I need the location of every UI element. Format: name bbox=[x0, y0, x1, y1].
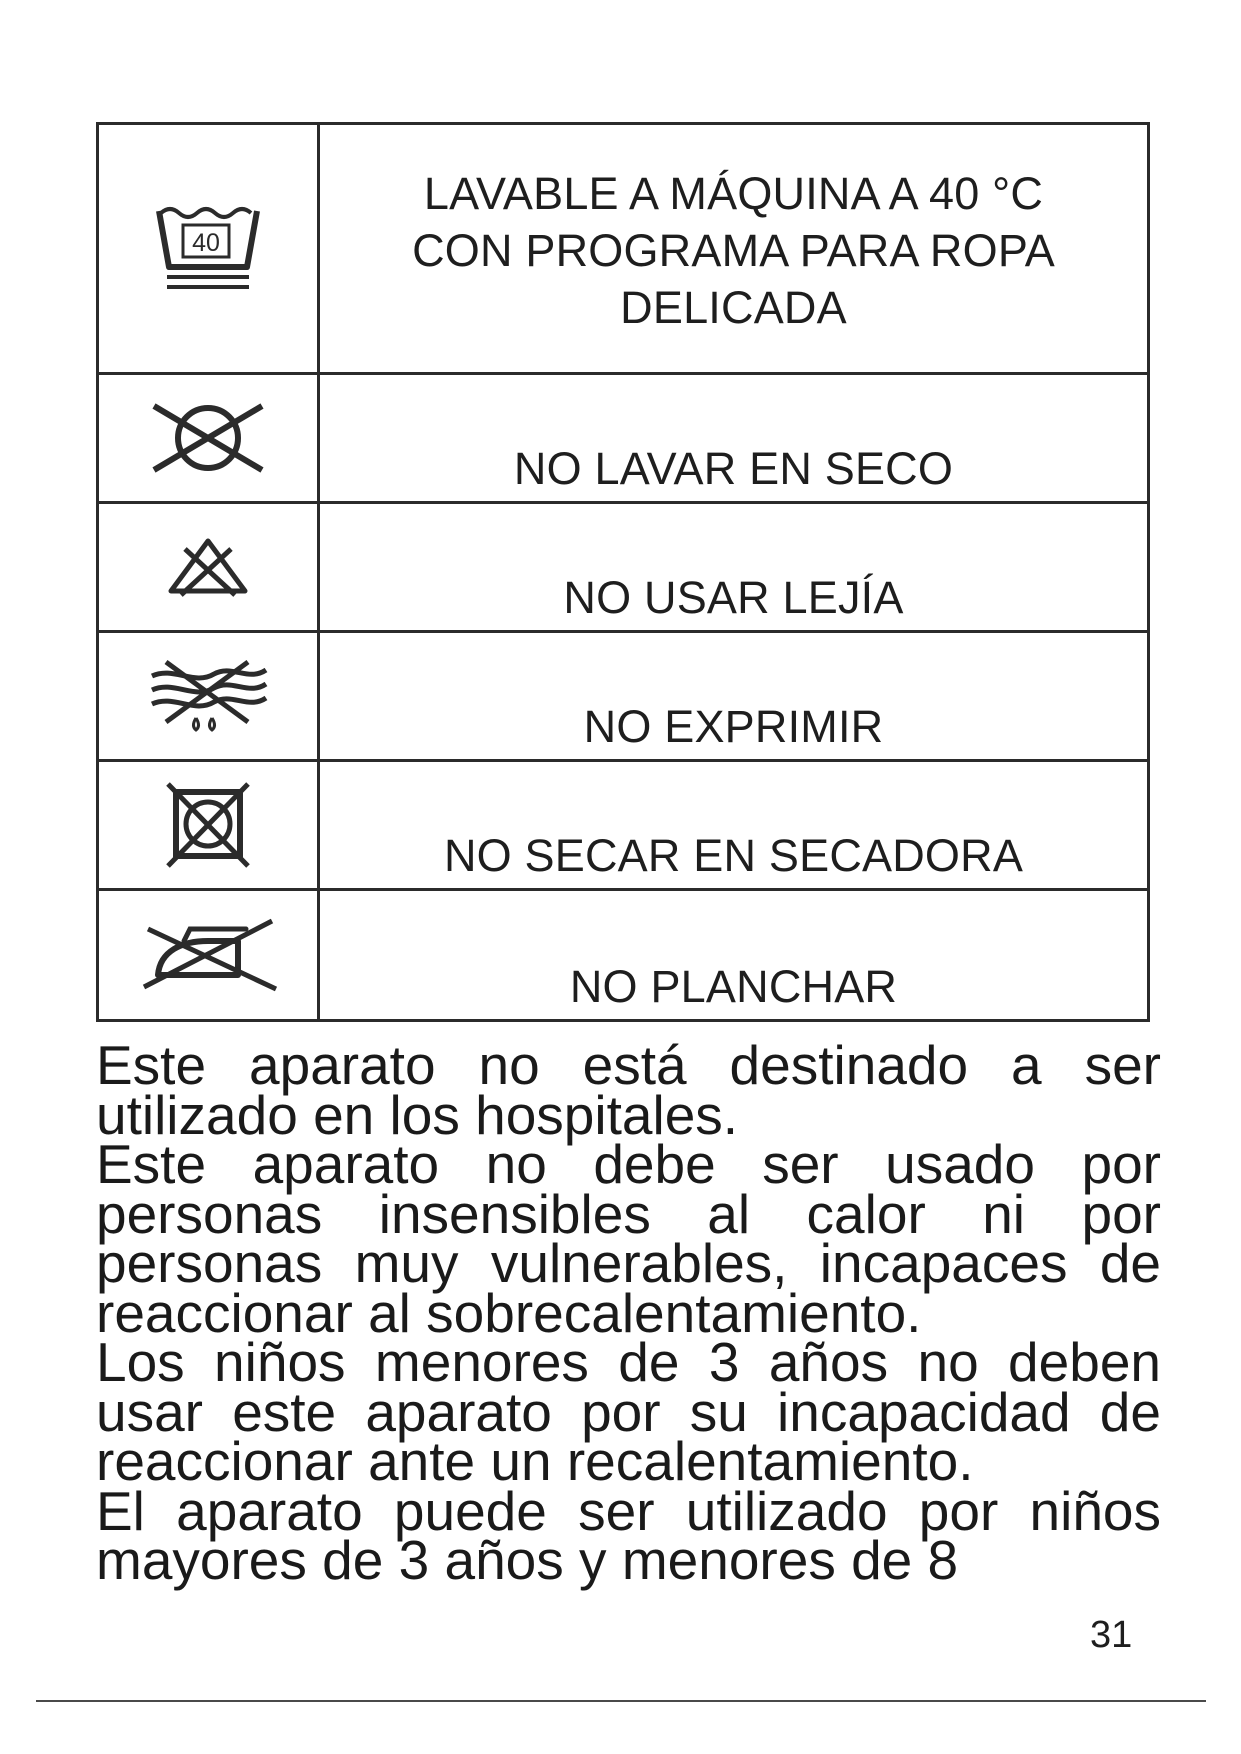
page-number: 31 bbox=[1090, 1614, 1133, 1656]
no-iron-icon bbox=[136, 915, 280, 995]
care-text-cell bbox=[319, 124, 1149, 374]
care-text-cell bbox=[319, 503, 1149, 632]
footer-divider bbox=[36, 1700, 1206, 1702]
care-instruction-line: NO SECAR EN SECADORA bbox=[443, 830, 1024, 881]
care-text-cell bbox=[319, 374, 1149, 503]
care-icon-cell bbox=[98, 374, 319, 503]
no-bleach-icon bbox=[163, 535, 253, 599]
care-icon-cell bbox=[98, 124, 319, 374]
care-row-dry-clean bbox=[98, 374, 1149, 503]
warning-paragraph: Los niños menores de 3 años no deben usar este aparato por su incapacidad de reaccionar ante un recalentamiento. bbox=[96, 1331, 1161, 1492]
care-icon-cell bbox=[98, 632, 319, 761]
care-row-wring bbox=[98, 632, 1149, 761]
wash-temperature-label: 40 bbox=[192, 228, 220, 257]
no-wring-icon bbox=[144, 654, 272, 738]
warning-paragraph: Este aparato no debe ser usado por personas insensibles al calor ni por personas muy vulnerables, incapaces de reaccionar al sobrecalentamiento. bbox=[96, 1133, 1161, 1344]
warning-paragraph: El aparato puede ser utilizado por niños mayores de 3 años y menores de 8 bbox=[96, 1479, 1161, 1591]
care-instruction-line: LAVABLE A MÁQUINA A 40 °C bbox=[423, 168, 1044, 219]
safety-warnings bbox=[96, 1034, 1161, 1591]
care-instruction-line: CON PROGRAMA PARA ROPA bbox=[412, 225, 1055, 276]
care-row-wash bbox=[98, 124, 1149, 374]
care-text-cell bbox=[319, 632, 1149, 761]
care-row-iron bbox=[98, 890, 1149, 1021]
care-icon-cell bbox=[98, 761, 319, 890]
care-instruction-line: NO PLANCHAR bbox=[569, 961, 898, 1012]
no-dry-clean-icon bbox=[146, 400, 270, 476]
care-row-bleach bbox=[98, 503, 1149, 632]
care-icon-cell bbox=[98, 890, 319, 1021]
care-text-cell bbox=[319, 890, 1149, 1021]
care-icon-cell bbox=[98, 503, 319, 632]
care-symbols-table bbox=[96, 122, 1150, 1022]
no-tumble-dry-icon bbox=[162, 780, 254, 870]
care-row-tumble-dry bbox=[98, 761, 1149, 890]
care-instruction-line: NO USAR LEJÍA bbox=[563, 572, 904, 623]
care-text-cell bbox=[319, 761, 1149, 890]
wash-40-gentle-icon bbox=[153, 201, 263, 297]
care-instruction-line: NO EXPRIMIR bbox=[583, 701, 884, 752]
care-instruction-line: NO LAVAR EN SECO bbox=[513, 443, 954, 494]
care-instruction-line: DELICADA bbox=[620, 282, 847, 333]
warning-paragraph: Este aparato no está destinado a ser utilizado en los hospitales. bbox=[96, 1034, 1161, 1146]
